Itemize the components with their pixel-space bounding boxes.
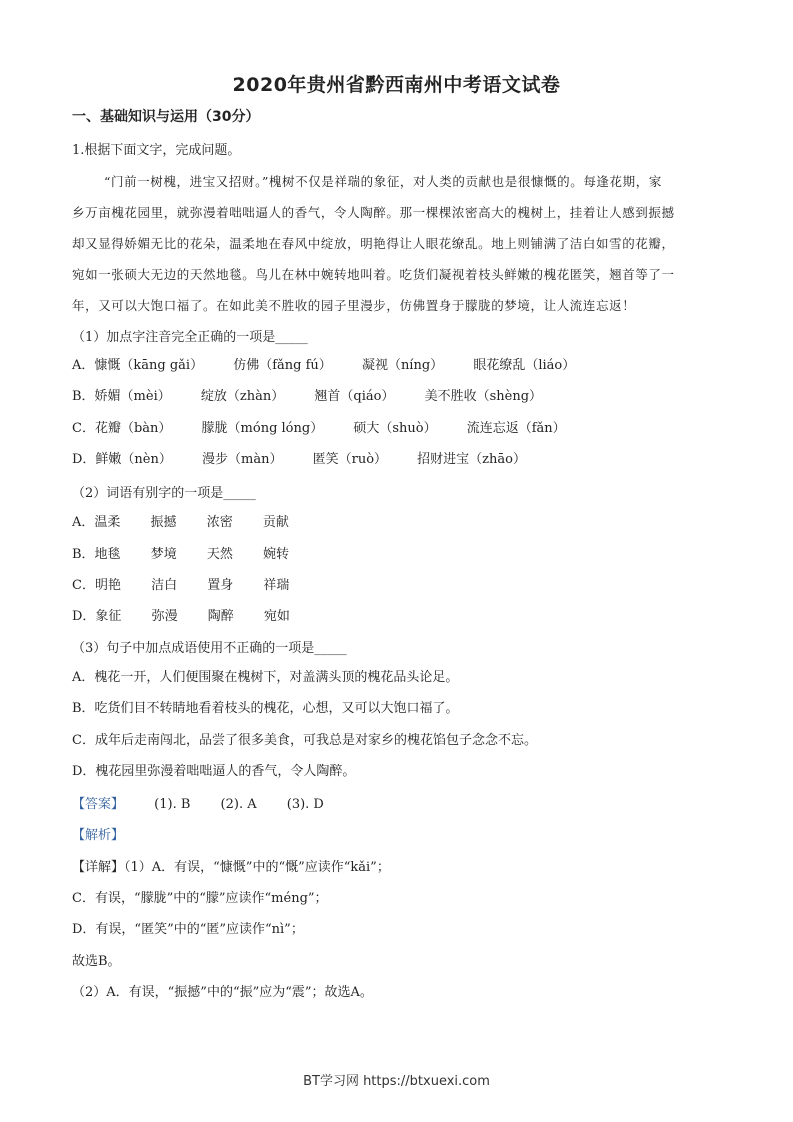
option-row: C．成年后走南闯北，品尝了很多美食，可我总是对家乡的槐花馅包子念念不忘。	[72, 733, 537, 748]
detail-line: D．有误，“匿笑”中的“匿”应读作“nì”；	[72, 922, 304, 937]
option-item: A．慷慨（kāng gǎi）	[72, 358, 204, 373]
question-stem: 1.根据下面文字，完成问题。	[72, 143, 241, 158]
option-row	[72, 451, 552, 469]
option-row: D．槐花园里弥漫着咄咄逼人的香气，令人陶醉。	[72, 764, 356, 779]
option-row	[72, 388, 568, 406]
answer-line	[72, 796, 324, 814]
option-item: B．娇媚（mèi）	[72, 389, 171, 404]
passage-line: 却又显得娇媚无比的花朵，温柔地在春风中绽放，明艳得让人眼花缭乱。地上则铺满了洁白如雪的花瓣，	[72, 236, 675, 251]
option-item: 招财进宝（zhāo）	[417, 452, 526, 467]
option-item: 置身	[207, 578, 234, 593]
detail-line: 故选B。	[72, 954, 121, 969]
option-item: B．地毯	[72, 547, 121, 562]
option-item: 仿佛（fǎng fú）	[233, 358, 332, 373]
option-item: 凝视（níng）	[361, 358, 444, 373]
option-item: 美不胜收（shèng）	[424, 389, 543, 404]
option-item: C．花瓣（bàn）	[72, 421, 172, 436]
option-item: 贡献	[262, 515, 289, 530]
option-item: 天然	[206, 547, 233, 562]
option-item: 硕大（shuò）	[353, 421, 437, 436]
option-item: 祥瑞	[263, 578, 290, 593]
answer-item: (2). A	[220, 797, 257, 812]
option-item: 弥漫	[151, 609, 178, 624]
option-item: 振撼	[150, 515, 177, 530]
passage-line: “门前一树槐，进宝又招财。”槐树不仅是祥瑞的象征，对人类的贡献也是很慷慨的。每逢花期，家	[104, 174, 662, 189]
detail-line: （2）A．有误，“振撼”中的“振”应为“震”；故选A。	[72, 985, 373, 1000]
option-item: 绽放（zhàn）	[200, 389, 285, 404]
sub-question-stem: （3）句子中加点成语使用不正确的一项是_____	[72, 641, 347, 656]
option-item: 宛如	[263, 609, 290, 624]
option-row: B．吃货们目不转睛地看着枝头的槐花，心想，又可以大饱口福了。	[72, 701, 459, 716]
option-item: D．鲜嫩（nèn）	[72, 452, 172, 467]
answer-item: (3). D	[286, 797, 324, 812]
section-heading: 一、基础知识与运用（30分）	[72, 109, 260, 125]
sub-question-stem: （1）加点字注音完全正确的一项是_____	[72, 330, 308, 345]
answer-label: 【答案】	[72, 797, 125, 812]
option-item: 洁白	[151, 578, 178, 593]
option-item: D．象征	[72, 609, 122, 624]
option-item: 流连忘返（fǎn）	[466, 421, 566, 436]
option-item: 匿笑（ruò）	[312, 452, 388, 467]
option-row	[72, 357, 601, 375]
sub-question-stem: （2）词语有别字的一项是_____	[72, 486, 256, 501]
option-item: 婉转	[263, 547, 290, 562]
option-item: C．明艳	[72, 578, 121, 593]
option-item: 朦胧（móng lóng）	[201, 421, 324, 436]
passage-line: 年，又可以大饱口福了。在如此美不胜收的园子里漫步，仿佛置身于朦胧的梦境，让人流连忘返！	[72, 298, 636, 313]
option-item: 翘首（qiáo）	[314, 389, 395, 404]
option-item: 眼花缭乱（liáo）	[473, 358, 576, 373]
option-item: A．温柔	[72, 515, 121, 530]
option-row	[72, 546, 315, 564]
footer-link[interactable]: BT学习网 https://btxuexi.com	[303, 1074, 490, 1089]
option-item: 浓密	[206, 515, 233, 530]
answer-item: (1). B	[154, 797, 191, 812]
option-item: 漫步（màn）	[202, 452, 283, 467]
option-item: 陶醉	[207, 609, 234, 624]
document-title: 2020年贵州省黔西南州中考语文试卷	[232, 74, 561, 96]
detail-line: C．有误，“朦胧”中的“朦”应读作“méng”；	[72, 891, 328, 906]
passage-line: 乡万亩槐花园里，就弥漫着咄咄逼人的香气，令人陶醉。那一棵棵浓密高大的槐树上，挂着让人感到振撼	[72, 205, 675, 220]
option-row	[72, 514, 315, 532]
option-row	[72, 608, 316, 626]
detail-line: 【详解】（1）A．有误，“慷慨”中的“慨”应读作“kǎi”；	[72, 860, 390, 875]
option-item: 梦境	[150, 547, 177, 562]
passage-line: 宛如一张硕大无边的天然地毯。鸟儿在林中婉转地叫着。吃货们凝视着枝头鲜嫩的槐花匿笑，翘首等了一	[72, 267, 675, 282]
option-row	[72, 577, 315, 595]
analysis-label: 【解析】	[72, 828, 125, 843]
option-row	[72, 420, 592, 438]
option-row: A．槐花一开，人们便围聚在槐树下，对盖满头顶的槐花品头论足。	[72, 670, 459, 685]
